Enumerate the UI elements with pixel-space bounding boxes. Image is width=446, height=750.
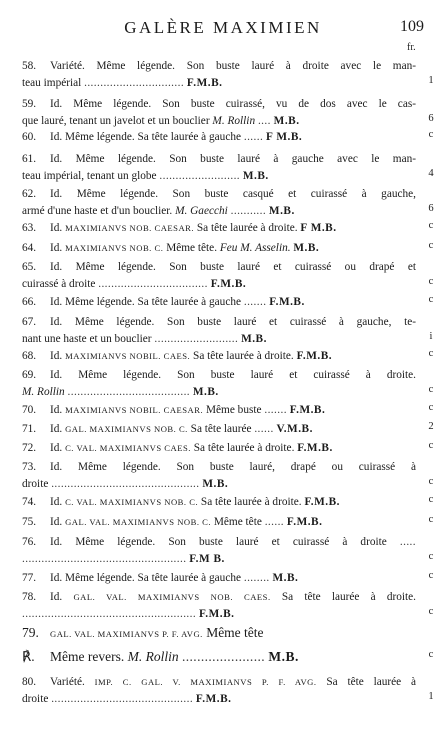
leader-dots: ...........: [230, 205, 267, 217]
catalog-entry: [22, 421, 416, 438]
leader-dots: .......: [264, 404, 287, 416]
catalog-entry: [22, 646, 416, 668]
catalog-entry: [22, 570, 416, 587]
entry-number: 79.: [22, 625, 39, 640]
legend-smallcaps: GAL. MAXIMIANVS NOB. C.: [65, 424, 188, 434]
leader-dots: ..................................: [98, 278, 208, 290]
catalog-entry: [22, 220, 416, 237]
catalog-entry: [22, 129, 416, 146]
entry-line: [22, 367, 416, 384]
entry-number: 68.: [22, 350, 37, 362]
entry-text: Sa tête laurée à droite.: [200, 496, 302, 508]
rarity-mark: 6: [428, 203, 434, 214]
entry-line: [22, 113, 416, 130]
module-ref: F.M.B.: [198, 608, 235, 620]
entry-number: 67.: [22, 316, 37, 328]
entry-line: [22, 476, 416, 493]
entry-text: Id. Même légende. Son buste lauré et cuirassé à droite: [50, 536, 387, 548]
catalog-entry: [22, 259, 416, 293]
entry-number: 59.: [22, 98, 37, 110]
catalog-entry: [22, 459, 416, 493]
entry-line: [22, 570, 416, 587]
rarity-mark: c: [428, 514, 434, 525]
collection-name: M. Rollin: [127, 649, 179, 664]
entry-number: 73.: [22, 461, 37, 473]
entry-number: 69.: [22, 369, 37, 381]
leader-dots: ......................................: [67, 386, 191, 398]
entry-text: Id.: [50, 404, 63, 416]
rarity-mark: c: [428, 606, 434, 617]
rarity-mark: c: [428, 276, 434, 287]
legend-smallcaps: C. VAL. MAXIMIANVS CAES.: [65, 443, 191, 453]
entry-text: teau impérial: [22, 77, 82, 89]
module-ref: M.B.: [192, 386, 219, 398]
module-ref: F.M.B.: [195, 693, 232, 705]
entry-number: 75.: [22, 516, 37, 528]
catalog-entry: [22, 151, 416, 185]
entry-text: nant une haste et un bouclier: [22, 333, 152, 345]
rarity-mark: 6: [428, 113, 434, 124]
catalog-entry: [22, 534, 416, 568]
entry-line: [22, 589, 416, 606]
leader-dots: ............................................: [51, 693, 194, 705]
rarity-mark: c: [428, 384, 434, 395]
entry-text: Id. Même légende. Son buste cuirassé, vu de dos avec le cas-: [50, 98, 416, 110]
legend-smallcaps: GAL. VAL. MAXIMIANVS NOB. CAES.: [73, 592, 271, 602]
entry-number: 63.: [22, 222, 37, 234]
entry-text: Id. Même légende. Sa tête laurée à gauche: [50, 572, 242, 584]
entry-line: [22, 259, 416, 276]
leader-dots: .....: [399, 536, 416, 548]
collection-name: M. Rollin: [22, 386, 65, 398]
legend-smallcaps: MAXIMIANVS NOBIL. CAES.: [65, 351, 191, 361]
entry-line: [22, 294, 416, 311]
entry-line: [22, 331, 416, 348]
catalog-entry: [22, 96, 416, 130]
catalog-entry: [22, 58, 416, 92]
rarity-mark: 4: [428, 168, 434, 179]
entry-text: Sa tête laurée à droite.: [281, 591, 416, 603]
catalog-entry: [22, 402, 416, 419]
module-ref: F M.B.: [300, 222, 337, 234]
module-ref: F.M.B.: [297, 442, 333, 454]
entry-line: [22, 622, 416, 644]
entry-text: que lauré, tenant un javelot et un bouclier: [22, 115, 210, 127]
collection-name: M. Gaecchi: [175, 205, 228, 217]
leader-dots: .......: [243, 296, 267, 308]
entry-text: droite: [22, 478, 49, 490]
catalog-entry: [22, 514, 416, 531]
page-number: 109: [400, 18, 424, 35]
currency-unit-label: fr.: [407, 42, 416, 53]
module-ref: M.B.: [273, 115, 300, 127]
entry-text: armé d'une haste et d'un bouclier.: [22, 205, 173, 217]
leader-dots: ......: [254, 423, 274, 435]
entry-line: [22, 674, 416, 691]
rarity-mark: c: [428, 240, 434, 251]
entry-line: [22, 151, 416, 168]
entry-number: 58.: [22, 60, 37, 72]
collection-name: Feu M. Asselin.: [219, 242, 291, 254]
rarity-mark: i: [429, 331, 433, 342]
module-ref: V.M.B.: [276, 423, 313, 435]
entry-number: 77.: [22, 572, 37, 584]
entry-line: [22, 203, 416, 220]
entry-line: [22, 96, 416, 113]
entry-text: Id.: [50, 591, 63, 603]
entry-line: [22, 75, 416, 92]
entry-text: Id.: [50, 423, 63, 435]
entry-line: [22, 168, 416, 185]
page-title: GALÈRE MAXIMIEN: [124, 18, 322, 37]
rarity-mark: c: [428, 649, 434, 660]
entry-text: Id.: [50, 242, 63, 254]
entry-text: teau impérial, tenant un globe: [22, 170, 157, 182]
catalog-entry: [22, 367, 416, 401]
entry-number: 74.: [22, 496, 37, 508]
entry-number: 64.: [22, 242, 37, 254]
entry-number: ℟.: [22, 649, 35, 664]
catalog-entry: [22, 186, 416, 220]
entry-line: [22, 129, 416, 146]
rarity-mark: c: [428, 348, 434, 359]
leader-dots: ......: [264, 516, 285, 528]
entry-text: Id.: [50, 350, 63, 362]
legend-smallcaps: GAL. VAL. MAXIMIANVS NOB. C.: [65, 517, 212, 527]
entry-number: 70.: [22, 404, 37, 416]
module-ref: F M.B.: [266, 131, 303, 143]
entry-number: 60.: [22, 131, 37, 143]
leader-dots: ......: [243, 131, 264, 143]
entry-text: cuirassé à droite: [22, 278, 96, 290]
entry-text: Même buste: [205, 404, 262, 416]
entry-text: Sa tête laurée à: [326, 676, 416, 688]
module-ref: M.B.: [268, 205, 295, 217]
leader-dots: ..........................: [154, 333, 239, 345]
entry-number: 76.: [22, 536, 37, 548]
entry-line: [22, 440, 416, 457]
entry-number: 62.: [22, 188, 37, 200]
entry-number: 66.: [22, 296, 37, 308]
entry-line: [22, 240, 416, 257]
legend-smallcaps: GAL. VAL. MAXIMIANVS P. F. AVG.: [50, 629, 203, 639]
module-ref: M.B.: [272, 572, 299, 584]
entry-number: 71.: [22, 423, 37, 435]
entry-text: droite: [22, 693, 49, 705]
rarity-mark: c: [428, 129, 434, 140]
module-ref: M.B.: [242, 170, 269, 182]
module-ref: M.B.: [293, 242, 320, 254]
catalog-entry: [22, 440, 416, 457]
leader-dots: ......................: [181, 649, 266, 664]
leader-dots: .........................: [159, 170, 241, 182]
entry-number: 80.: [22, 676, 37, 688]
leader-dots: ........: [243, 572, 270, 584]
entry-line: [22, 514, 416, 531]
legend-smallcaps: IMP. C. GAL. V. MAXIMIANVS P. F. AVG.: [94, 677, 317, 687]
entry-text: Id.: [50, 442, 63, 454]
entry-line: [22, 606, 416, 623]
module-ref: F.M.B.: [269, 296, 305, 308]
entry-line: [22, 551, 416, 568]
rarity-mark: 2: [428, 421, 434, 432]
rarity-mark: 1: [428, 691, 434, 702]
module-ref: F.M.B.: [210, 278, 247, 290]
catalog-entry: [22, 622, 416, 644]
module-ref: F.M B.: [189, 553, 225, 565]
module-ref: M.B.: [202, 478, 229, 490]
rarity-mark: 1: [428, 75, 434, 86]
entry-line: [22, 276, 416, 293]
catalog-entry: [22, 294, 416, 311]
entry-line: [22, 646, 416, 668]
entry-text: Sa tête laurée à droite.: [193, 350, 294, 362]
catalog-entry: [22, 348, 416, 365]
entry-text: Sa tête laurée à droite.: [196, 222, 298, 234]
entry-text: Id. Même légende. Son buste lauré et cuirassé à droite.: [50, 369, 416, 381]
entry-text: Id.: [50, 516, 63, 528]
rarity-mark: c: [428, 476, 434, 487]
module-ref: M.B.: [241, 333, 267, 345]
entry-text: Variété.: [50, 676, 85, 688]
leader-dots: ...................................................: [22, 553, 187, 565]
rarity-mark: c: [428, 551, 434, 562]
entry-text: Même tête: [206, 625, 264, 640]
rarity-mark: c: [428, 220, 434, 231]
entry-number: 72.: [22, 442, 37, 454]
legend-smallcaps: C. VAL. MAXIMIANVS NOB. C.: [65, 497, 199, 507]
catalog-entry: [22, 314, 416, 348]
module-ref: F.M.B.: [186, 77, 223, 89]
entry-text: Id. Même légende. Son buste lauré et cuirassé ou drapé et: [50, 261, 416, 273]
module-ref: M.B.: [268, 649, 299, 664]
entry-line: [22, 494, 416, 511]
entry-line: [22, 459, 416, 476]
entry-line: [22, 58, 416, 75]
entry-line: [22, 534, 416, 551]
catalog-entry: [22, 589, 416, 623]
entry-text: Id. Même légende. Son buste lauré à gauche avec le man-: [50, 153, 416, 165]
catalog-entry: [22, 240, 416, 257]
entry-text: Id.: [50, 496, 63, 508]
entry-line: [22, 384, 416, 401]
entry-text: Id. Même légende. Sa tête laurée à gauche: [50, 296, 242, 308]
entry-number: 65.: [22, 261, 37, 273]
rarity-mark: c: [428, 440, 434, 451]
entry-text: Id. Même légende. Son buste casqué et cuirassé à gauche,: [50, 188, 416, 200]
entry-line: [22, 348, 416, 365]
module-ref: F.M.B.: [289, 404, 326, 416]
entry-line: [22, 314, 416, 331]
entry-line: [22, 220, 416, 237]
entry-text: Même tête: [213, 516, 262, 528]
rarity-mark: c: [428, 402, 434, 413]
entry-text: Id.: [50, 222, 63, 234]
entry-line: [22, 691, 416, 708]
entry-text: Id. Même légende. Son buste lauré, drapé ou cuirassé à: [50, 461, 416, 473]
entry-number: 78.: [22, 591, 37, 603]
entry-text: Même tête.: [166, 242, 218, 254]
entry-text: Sa tête laurée à droite.: [193, 442, 295, 454]
catalog-entry: [22, 494, 416, 511]
rarity-mark: c: [428, 294, 434, 305]
rarity-mark: c: [428, 494, 434, 505]
entry-text: Sa tête laurée: [190, 423, 252, 435]
entry-text: Variété. Même légende. Son buste lauré à droite avec le man-: [50, 60, 416, 72]
module-ref: F.M.B.: [286, 516, 323, 528]
catalog-entry: [22, 674, 416, 708]
module-ref: F.M.B.: [304, 496, 340, 508]
collection-name: M. Rollin: [212, 115, 256, 127]
leader-dots: ....: [257, 115, 271, 127]
leader-dots: ..............................................: [51, 478, 200, 490]
legend-smallcaps: MAXIMIANVS NOB. C.: [65, 243, 164, 253]
legend-smallcaps: MAXIMIANVS NOB. CAESAR.: [65, 223, 195, 233]
leader-dots: ...............................: [84, 77, 185, 89]
entry-text: Id. Même légende. Son buste lauré et cuirassé à gauche, te-: [50, 316, 416, 328]
entry-number: 61.: [22, 153, 37, 165]
rarity-mark: c: [428, 570, 434, 581]
leader-dots: ......................................................: [22, 608, 197, 620]
entry-line: [22, 421, 416, 438]
entry-line: [22, 186, 416, 203]
entry-line: [22, 402, 416, 419]
entry-text: Id. Même légende. Sa tête laurée à gauche: [50, 131, 242, 143]
legend-smallcaps: MAXIMIANVS NOBIL. CAESAR.: [65, 405, 204, 415]
module-ref: F.M.B.: [296, 350, 333, 362]
entry-text: Même revers.: [50, 649, 125, 664]
